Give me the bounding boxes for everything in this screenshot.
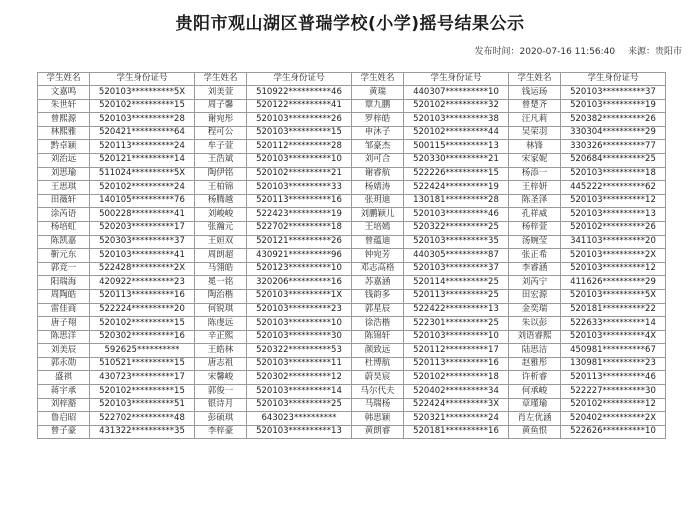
student-id-cell: 520103**********12	[561, 194, 666, 208]
student-id-cell: 520203**********17	[90, 221, 195, 235]
student-id-cell: 520102**********44	[404, 126, 509, 140]
header-student-id: 学生身份证号	[90, 73, 195, 86]
student-name-cell: 刘梓豁	[38, 398, 90, 412]
student-id-cell: 522633**********14	[561, 317, 666, 331]
student-name-cell: 周子馨	[195, 99, 247, 113]
student-name-cell: 陈圣泽	[509, 194, 561, 208]
header-student-id: 学生身份证号	[561, 73, 666, 86]
student-id-cell: 520113**********46	[561, 371, 666, 385]
table-row	[38, 126, 666, 140]
student-id-cell: 511024**********5X	[90, 167, 195, 181]
student-name-cell: 谢宛彤	[195, 113, 247, 127]
student-id-cell: 520103**********10	[404, 330, 509, 344]
student-name-cell: 王皓林	[195, 344, 247, 358]
student-id-cell: 520121**********26	[247, 235, 352, 249]
student-id-cell: 592625**********	[90, 344, 195, 358]
student-name-cell: 陶治楷	[195, 289, 247, 303]
student-id-cell: 520321**********24	[404, 412, 509, 426]
student-id-cell: 130181**********28	[404, 194, 509, 208]
student-id-cell: 440305**********87	[404, 249, 509, 263]
student-id-cell: 130981**********23	[561, 357, 666, 371]
student-name-cell: 田宏源	[509, 289, 561, 303]
student-name-cell: 刘芮宁	[509, 276, 561, 290]
student-id-cell: 520103**********19	[561, 99, 666, 113]
student-name-cell: 张正希	[509, 249, 561, 263]
table-row	[38, 330, 666, 344]
student-id-cell: 520103**********35	[404, 235, 509, 249]
table-row	[38, 194, 666, 208]
student-id-cell: 520102**********24	[90, 181, 195, 195]
student-name-cell: 刘治远	[38, 153, 90, 167]
table-row	[38, 289, 666, 303]
student-name-cell: 陈虔远	[195, 317, 247, 331]
student-id-cell: 440307**********10	[404, 86, 509, 100]
student-id-cell: 520102**********18	[404, 371, 509, 385]
student-name-cell: 郭竞一	[38, 262, 90, 276]
student-id-cell: 520113**********16	[404, 357, 509, 371]
student-name-cell: 刘语睿熙	[509, 330, 561, 344]
student-id-cell: 520103**********41	[90, 249, 195, 263]
student-name-cell: 马瑞杨	[352, 398, 404, 412]
student-id-cell: 140105**********76	[90, 194, 195, 208]
student-name-cell: 苏嘉涵	[352, 276, 404, 290]
table-row	[38, 113, 666, 127]
student-name-cell: 张瀚元	[195, 221, 247, 235]
student-id-cell: 522423**********19	[247, 208, 352, 222]
student-id-cell: 341103**********20	[561, 235, 666, 249]
student-id-cell: 520122**********41	[247, 99, 352, 113]
student-name-cell: 汪凡莉	[509, 113, 561, 127]
header-student-id: 学生身份证号	[404, 73, 509, 86]
student-id-cell: 522224**********20	[90, 303, 195, 317]
student-name-cell: 马翎皓	[195, 262, 247, 276]
student-name-cell: 程可公	[195, 126, 247, 140]
table-row	[38, 276, 666, 290]
student-name-cell: 阳瑞海	[38, 276, 90, 290]
student-name-cell: 彭硕琪	[195, 412, 247, 426]
student-name-cell: 王思琪	[38, 181, 90, 195]
student-id-cell: 520114**********25	[404, 276, 509, 290]
student-id-cell: 520103**********26	[247, 113, 352, 127]
student-id-cell: 520112**********28	[247, 140, 352, 154]
table-row	[38, 235, 666, 249]
student-id-cell: 520123**********10	[247, 262, 352, 276]
student-id-cell: 520402**********2X	[561, 412, 666, 426]
student-name-cell: 刘美萱	[195, 86, 247, 100]
table-row	[38, 181, 666, 195]
student-id-cell: 522702**********18	[247, 221, 352, 235]
student-name-cell: 黄鱼恨	[509, 425, 561, 439]
student-name-cell: 邓志高格	[352, 262, 404, 276]
student-name-cell: 黔卓颖	[38, 140, 90, 154]
student-id-cell: 520103**********37	[404, 262, 509, 276]
student-id-cell: 520103**********10	[247, 317, 352, 331]
student-id-cell: 520103**********5X	[561, 289, 666, 303]
student-name-cell: 陈锦轩	[352, 330, 404, 344]
source-value: 贵阳市	[654, 47, 682, 57]
student-name-cell: 杨培虹	[38, 221, 90, 235]
student-name-cell: 刘美辰	[38, 344, 90, 358]
student-id-cell: 520103**********25	[247, 398, 352, 412]
publish-time-value: 2020-07-16 11:56:40	[519, 47, 616, 57]
student-id-cell: 522702**********48	[90, 412, 195, 426]
student-id-cell: 520103**********13	[561, 208, 666, 222]
student-name-cell: 章瑾瑜	[509, 398, 561, 412]
student-id-cell: 520113**********16	[90, 289, 195, 303]
student-name-cell: 辛正熙	[195, 330, 247, 344]
student-name-cell: 刘鹏颖儿	[352, 208, 404, 222]
student-id-cell: 520684**********25	[561, 153, 666, 167]
student-id-cell: 520103**********38	[404, 113, 509, 127]
student-id-cell: 520102**********15	[90, 317, 195, 331]
student-id-cell: 450981**********67	[561, 344, 666, 358]
student-id-cell: 522626**********10	[561, 425, 666, 439]
student-name-cell: 何锐琪	[195, 303, 247, 317]
student-id-cell: 520113**********24	[90, 140, 195, 154]
student-name-cell: 肖左优涵	[509, 412, 561, 426]
student-name-cell: 吴荣羽	[509, 126, 561, 140]
header-student-name: 学生姓名	[38, 73, 90, 86]
student-name-cell: 蔚昊宸	[352, 371, 404, 385]
student-id-cell: 520121**********14	[90, 153, 195, 167]
student-name-cell: 徐浩楷	[352, 317, 404, 331]
student-id-cell: 520421**********64	[90, 126, 195, 140]
table-row	[38, 249, 666, 263]
student-id-cell: 520103**********5X	[90, 86, 195, 100]
header-student-name: 学生姓名	[352, 73, 404, 86]
table-row	[38, 344, 666, 358]
student-name-cell: 郭永勋	[38, 357, 90, 371]
student-name-cell: 赵雅彤	[509, 357, 561, 371]
student-id-cell: 520103**********28	[90, 113, 195, 127]
table-row	[38, 303, 666, 317]
student-name-cell: 冕一铭	[195, 276, 247, 290]
student-id-cell: 520103**********15	[247, 126, 352, 140]
student-id-cell: 520302**********16	[90, 330, 195, 344]
student-name-cell: 周朗超	[195, 249, 247, 263]
table-row	[38, 208, 666, 222]
student-name-cell: 林锋	[509, 140, 561, 154]
student-id-cell: 520103**********33	[247, 181, 352, 195]
student-id-cell: 522424**********19	[404, 181, 509, 195]
student-id-cell: 430921**********96	[247, 249, 352, 263]
student-id-cell: 330304**********29	[561, 126, 666, 140]
student-id-cell: 520103**********13	[247, 425, 352, 439]
student-name-cell: 钱运玚	[509, 86, 561, 100]
student-id-cell: 510521**********15	[90, 357, 195, 371]
student-name-cell: 邹豪杰	[352, 140, 404, 154]
student-name-cell: 陆思洁	[509, 344, 561, 358]
student-name-cell: 杨梓萱	[509, 221, 561, 235]
student-id-cell: 520103**********51	[90, 398, 195, 412]
student-id-cell: 520322**********25	[404, 221, 509, 235]
student-name-cell: 罗梓皓	[352, 113, 404, 127]
student-id-cell: 522422**********13	[404, 303, 509, 317]
student-id-cell: 500115**********13	[404, 140, 509, 154]
table-row	[38, 262, 666, 276]
student-name-cell: 郭星辰	[352, 303, 404, 317]
student-name-cell: 宋馨峻	[195, 371, 247, 385]
student-name-cell: 林熙雅	[38, 126, 90, 140]
student-name-cell: 覃九鹏	[352, 99, 404, 113]
table-row	[38, 385, 666, 399]
student-name-cell: 黄瑞	[352, 86, 404, 100]
student-name-cell: 刘思瑜	[38, 167, 90, 181]
page-title: 贵阳市观山湖区普瑞学校(小学)摇号结果公示	[175, 14, 525, 34]
student-name-cell: 陶伊铭	[195, 167, 247, 181]
student-id-cell: 330326**********77	[561, 140, 666, 154]
student-id-cell: 520103**********18	[561, 167, 666, 181]
table-row	[38, 398, 666, 412]
student-id-cell: 510922**********46	[247, 86, 352, 100]
student-name-cell: 韩思颖	[352, 412, 404, 426]
student-id-cell: 520103**********10	[247, 153, 352, 167]
student-name-cell: 何承峻	[509, 385, 561, 399]
table-body	[38, 86, 666, 439]
student-id-cell: 520103**********37	[561, 86, 666, 100]
student-name-cell: 陈思洋	[38, 330, 90, 344]
student-id-cell: 520103**********2X	[561, 249, 666, 263]
student-id-cell: 520112**********17	[404, 344, 509, 358]
student-name-cell: 雷佳商	[38, 303, 90, 317]
table-row	[38, 153, 666, 167]
student-id-cell: 411626**********29	[561, 276, 666, 290]
student-id-cell: 520113**********16	[247, 194, 352, 208]
table-row	[38, 167, 666, 181]
student-name-cell: 刘可合	[352, 153, 404, 167]
student-name-cell: 宋家妮	[509, 153, 561, 167]
table-row	[38, 99, 666, 113]
student-name-cell: 杜博航	[352, 357, 404, 371]
student-name-cell: 王培嫣	[352, 221, 404, 235]
student-name-cell: 蒋宇承	[38, 385, 90, 399]
student-name-cell: 刘峻峻	[195, 208, 247, 222]
student-id-cell: 522428**********2X	[90, 262, 195, 276]
table-row	[38, 140, 666, 154]
student-name-cell: 王浩斌	[195, 153, 247, 167]
table-row	[38, 221, 666, 235]
student-name-cell: 涂芮语	[38, 208, 90, 222]
student-id-cell: 522301**********25	[404, 317, 509, 331]
student-id-cell: 431322**********35	[90, 425, 195, 439]
student-id-cell: 420922**********23	[90, 276, 195, 290]
student-name-cell: 钱韵多	[352, 289, 404, 303]
student-id-cell: 520113**********25	[404, 289, 509, 303]
publish-meta	[464, 44, 682, 57]
student-name-cell: 朱世轩	[38, 99, 90, 113]
student-name-cell: 王姮双	[195, 235, 247, 249]
student-name-cell: 盛祺	[38, 371, 90, 385]
student-id-cell: 520103**********23	[247, 303, 352, 317]
student-id-cell: 643023**********	[247, 412, 352, 426]
student-id-cell: 520303**********37	[90, 235, 195, 249]
student-name-cell: 钟宛芳	[352, 249, 404, 263]
student-name-cell: 许析睿	[509, 371, 561, 385]
student-id-cell: 520103**********12	[561, 262, 666, 276]
table-header-row	[38, 73, 666, 86]
student-name-cell: 曾楚齐	[509, 99, 561, 113]
student-name-cell: 杨添一	[509, 167, 561, 181]
publish-time-label: 发布时间：	[474, 47, 520, 57]
source-label: 来源：	[627, 47, 655, 57]
student-id-cell: 520103**********1X	[247, 289, 352, 303]
table-row	[38, 371, 666, 385]
student-name-cell: 谢睿航	[352, 167, 404, 181]
student-id-cell: 522424**********3X	[404, 398, 509, 412]
student-id-cell: 520102**********15	[90, 99, 195, 113]
student-name-cell: 申沐子	[352, 126, 404, 140]
student-name-cell: 颜致远	[352, 344, 404, 358]
student-id-cell: 520382**********26	[561, 113, 666, 127]
table-row	[38, 425, 666, 439]
student-id-cell: 520103**********11	[247, 357, 352, 371]
student-name-cell: 杨婧涛	[352, 181, 404, 195]
student-id-cell: 520102**********15	[90, 385, 195, 399]
student-name-cell: 曾蕴迪	[352, 235, 404, 249]
header-student-name: 学生姓名	[509, 73, 561, 86]
student-id-cell: 520102**********12	[561, 398, 666, 412]
student-id-cell: 520322**********53	[247, 344, 352, 358]
table-row	[38, 86, 666, 100]
student-name-cell: 金奕瑞	[509, 303, 561, 317]
student-name-cell: 孔祥威	[509, 208, 561, 222]
lottery-results-table	[37, 72, 666, 439]
student-name-cell: 曾子豪	[38, 425, 90, 439]
student-id-cell: 520330**********21	[404, 153, 509, 167]
student-id-cell: 520103**********46	[404, 208, 509, 222]
student-id-cell: 500228**********41	[90, 208, 195, 222]
table-row	[38, 412, 666, 426]
student-id-cell: 320206**********16	[247, 276, 352, 290]
student-name-cell: 杨腾越	[195, 194, 247, 208]
student-name-cell: 朱以彭	[509, 317, 561, 331]
student-id-cell: 520302**********12	[247, 371, 352, 385]
header-student-name: 学生姓名	[195, 73, 247, 86]
student-id-cell: 522227**********30	[561, 385, 666, 399]
student-name-cell: 靳元东	[38, 249, 90, 263]
student-name-cell: 郭俊一	[195, 385, 247, 399]
student-name-cell: 文嘉鸣	[38, 86, 90, 100]
student-name-cell: 曾熙源	[38, 113, 90, 127]
student-name-cell: 田薇轩	[38, 194, 90, 208]
student-id-cell: 520102**********26	[561, 221, 666, 235]
student-name-cell: 陈凯嘉	[38, 235, 90, 249]
student-id-cell: 520103**********30	[247, 330, 352, 344]
student-name-cell: 王柏锦	[195, 181, 247, 195]
student-id-cell: 520103**********14	[247, 385, 352, 399]
student-id-cell: 520181**********22	[561, 303, 666, 317]
student-id-cell: 445222**********62	[561, 181, 666, 195]
student-name-cell: 唐子翔	[38, 317, 90, 331]
student-name-cell: 鲁启昭	[38, 412, 90, 426]
student-name-cell: 李梓豪	[195, 425, 247, 439]
student-name-cell: 唐志祖	[195, 357, 247, 371]
header-student-id: 学生身份证号	[247, 73, 352, 86]
student-name-cell: 汤婉莹	[509, 235, 561, 249]
student-id-cell: 520102**********21	[247, 167, 352, 181]
student-name-cell: 牟子萱	[195, 140, 247, 154]
student-name-cell: 张玥迪	[352, 194, 404, 208]
student-id-cell: 520102**********32	[404, 99, 509, 113]
table-row	[38, 317, 666, 331]
student-id-cell: 520402**********34	[404, 385, 509, 399]
student-name-cell: 李睿涵	[509, 262, 561, 276]
student-id-cell: 430723**********17	[90, 371, 195, 385]
student-name-cell: 黄朗睿	[352, 425, 404, 439]
table-row	[38, 357, 666, 371]
student-name-cell: 周陶皓	[38, 289, 90, 303]
student-name-cell: 马尔代夫	[352, 385, 404, 399]
student-id-cell: 520181**********16	[404, 425, 509, 439]
student-id-cell: 522226**********15	[404, 167, 509, 181]
student-name-cell: 王梓妍	[509, 181, 561, 195]
student-id-cell: 520103**********4X	[561, 330, 666, 344]
student-name-cell: 银诗月	[195, 398, 247, 412]
